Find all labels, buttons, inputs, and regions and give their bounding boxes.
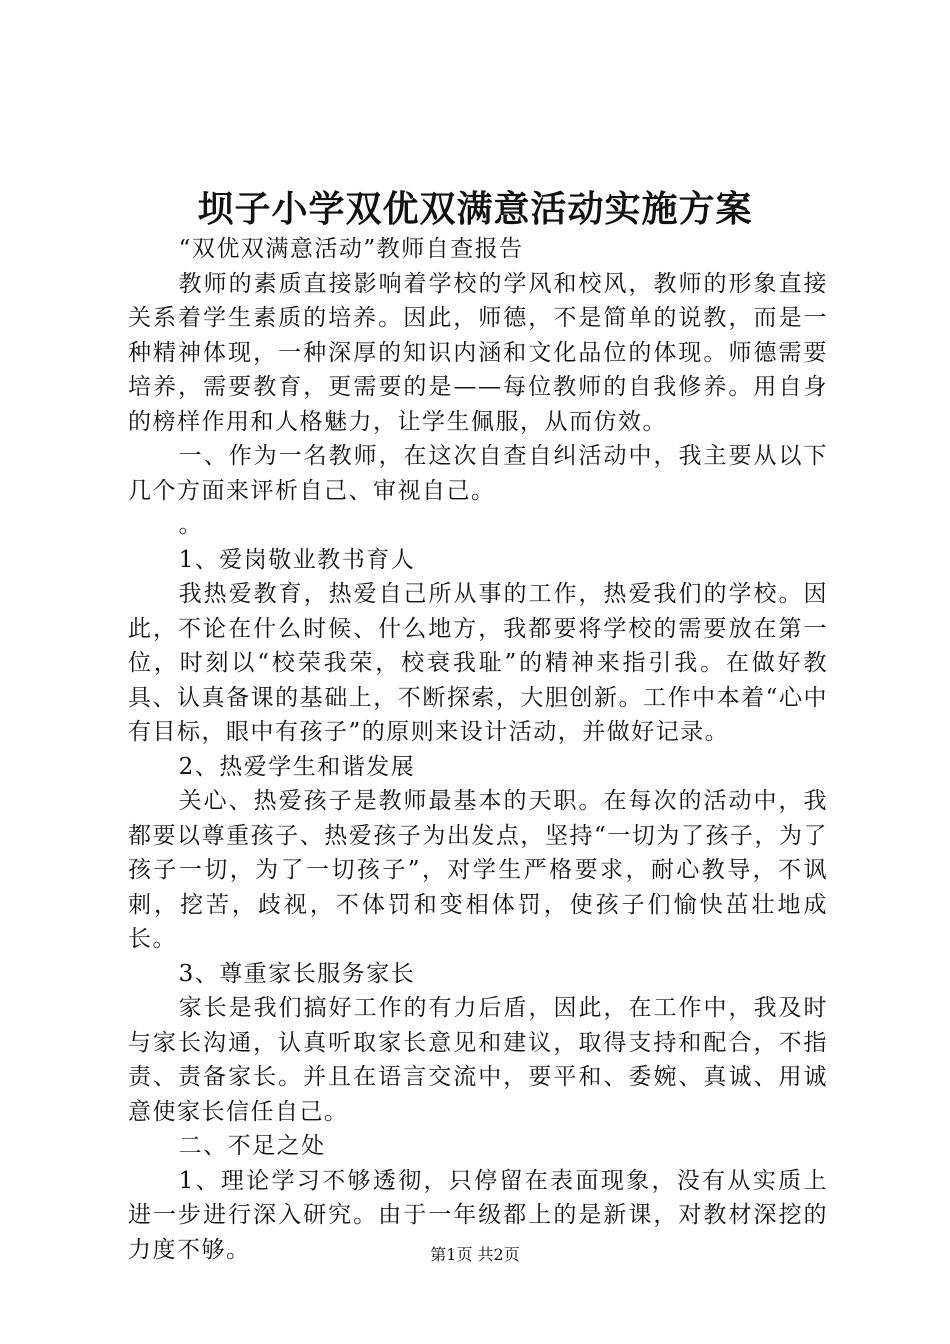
paragraph-heading-3: 3、尊重家长服务家长 [178, 960, 416, 987]
paragraph-body-1: 我热爱教育，热爱自己所从事的工作，热爱我们的学校。因此，不论在什么时候、什么地方，我都要将学校的需要放在第一位，时刻以“校荣我荣，校衰我耻”的精神来指引我。在做好教具、认真备课的基础上，不断探索，大胆创新。工作中本着“心中有目标，眼中有孩子”的原则来设计活动，并做好记录。 [128, 581, 828, 745]
paragraph-body-3: 家长是我们搞好工作的有力后盾，因此，在工作中，我及时与家长沟通，认真听取家长意见和建议，取得支持和配合，不指责、责备家长。并且在语言交流中，要平和、委婉、真诚、用诚意使家长信任自己。 [128, 995, 828, 1125]
page-footer: 第1页 共2页 [430, 1245, 520, 1264]
paragraph-dot: 。 [178, 512, 204, 538]
paragraph-body-2: 关心、热爱孩子是教师最基本的天职。在每次的活动中，我都要以尊重孩子、热爱孩子为出发点，坚持“一切为了孩子，为了孩子一切，为了一切孩子”，对学生严格要求，耐心教导，不讽刺，挖苦，歧视，不体罚和变相体罚，使孩子们愉快茁壮地成长。 [128, 788, 828, 952]
paragraph-report-heading: “双优双满意活动”教师自查报告 [178, 236, 524, 262]
document-body [128, 232, 828, 1267]
paragraph-heading-1: 1、爱岗敬业教书育人 [178, 546, 416, 573]
paragraph-heading-2: 2、热爱学生和谐发展 [178, 753, 416, 780]
document-title: 坝子小学双优双满意活动实施方案 [197, 188, 753, 230]
paragraph-shortcoming-1: 1、理论学习不够透彻，只停留在表面现象，没有从实质上进一步进行深入研究。由于一年级都上的是新课，对教材深挖的力度不够。 [128, 1167, 828, 1263]
paragraph-section-one: 一、作为一名教师，在这次自查自纠活动中，我主要从以下几个方面来评析自己、审视自己。 [128, 443, 828, 504]
paragraph-intro: 教师的素质直接影响着学校的学风和校风，教师的形象直接关系着学生素质的培养。因此，师德，不是简单的说教，而是一种精神体现，一种深厚的知识内涵和文化品位的体现。师德需要培养，需要教育，更需要的是——每位教师的自我修养。用自身的榜样作用和人格魅力，让学生佩服，从而仿效。 [128, 270, 828, 435]
paragraph-section-two: 二、不足之处 [178, 1133, 326, 1159]
